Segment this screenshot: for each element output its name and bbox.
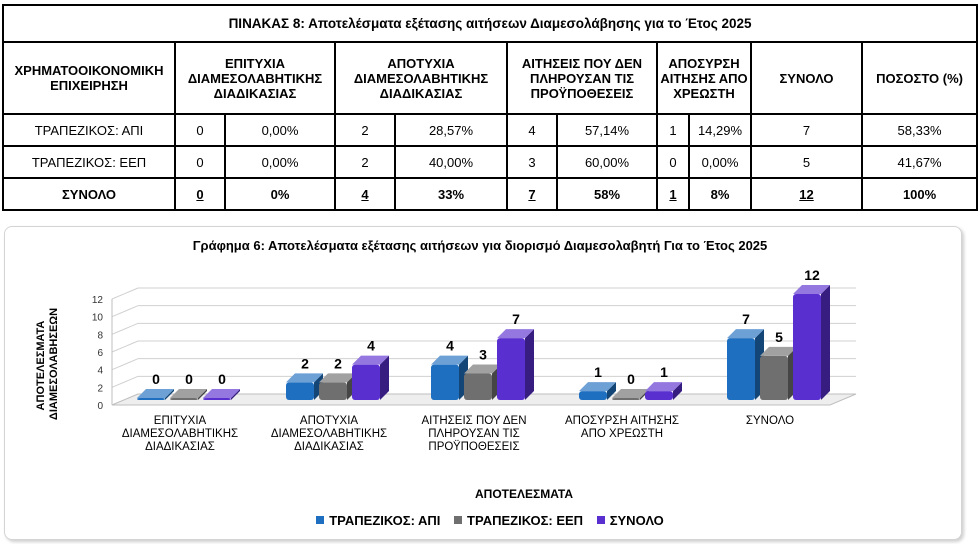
header-ineligible: ΑΙΤΗΣΕΙΣ ΠΟΥ ΔΕΝ ΠΛΗΡΟΥΣΑΝ ΤΙΣ ΠΡΟΫΠΟΘΕΣΕΙΣ bbox=[507, 42, 657, 114]
total-row-name: ΣΥΝΟΛΟ bbox=[3, 178, 175, 210]
gridline-diagonal bbox=[112, 341, 138, 352]
header-total: ΣΥΝΟΛΟ bbox=[751, 42, 862, 114]
x-tick-label-line: ΑΙΤΗΣΕΙΣ ΠΟΥ ΔΕΝ bbox=[421, 415, 527, 427]
bar bbox=[352, 365, 380, 400]
gridline-diagonal bbox=[112, 376, 138, 387]
x-tick-label-line: ΑΠΟΣΥΡΣΗ ΑΙΤΗΣΗΣ bbox=[564, 415, 680, 427]
bar bbox=[727, 338, 755, 400]
y-tick-label: 8 bbox=[97, 330, 103, 342]
bar-value-label: 0 bbox=[152, 371, 160, 387]
bar bbox=[170, 398, 198, 400]
x-tick-label bbox=[746, 415, 794, 427]
header-percent: ΠΟΣΟΣΤΟ (%) bbox=[862, 42, 977, 114]
bar bbox=[464, 374, 492, 401]
total-total: 12 bbox=[751, 178, 862, 210]
bar bbox=[137, 398, 165, 400]
cell-withdrawal-percent: 0,00% bbox=[689, 146, 751, 178]
cell-success-count: 0 bbox=[175, 114, 225, 146]
legend-label-api: ΤΡΑΠΕΖΙΚΟΣ: ΑΠΙ bbox=[329, 512, 441, 528]
total-failure-percent: 33% bbox=[395, 178, 507, 210]
bar bbox=[431, 365, 459, 400]
x-axis-label: ΑΠΟΤΕΛΕΣΜΑΤΑ bbox=[475, 487, 573, 501]
bar bbox=[793, 294, 821, 400]
cell-success-percent: 0,00% bbox=[225, 114, 335, 146]
y-axis-label bbox=[35, 308, 60, 420]
x-tick-label-line: ΠΡΟΫΠΟΘΕΣΕΙΣ bbox=[428, 441, 520, 453]
header-withdrawal: ΑΠΟΣΥΡΣΗ ΑΙΤΗΣΗΣ ΑΠΟ ΧΡΕΩΣΤΗ bbox=[657, 42, 751, 114]
legend-item-total bbox=[597, 513, 664, 528]
cell-withdrawal-count: 1 bbox=[657, 114, 689, 146]
bar bbox=[760, 356, 788, 400]
x-tick-label-line: ΔΙΑΜΕΣΟΛΑΒΗΤΙΚΗΣ bbox=[121, 428, 239, 440]
y-tick-label: 0 bbox=[97, 401, 103, 412]
bar-value-label: 1 bbox=[660, 364, 668, 381]
row-name: ΤΡΑΠΕΖΙΚΟΣ: ΑΠΙ bbox=[3, 114, 175, 146]
row-name: ΤΡΑΠΕΖΙΚΟΣ: ΕΕΠ bbox=[3, 146, 175, 178]
y-tick-label: 6 bbox=[97, 348, 103, 359]
table-title: ΠΙΝΑΚΑΣ 8: Αποτελέσματα εξέτασης αιτήσεων Διαμεσολάβησης για το Έτος 2025 bbox=[3, 5, 977, 42]
legend-swatch-eep bbox=[454, 516, 462, 524]
total-failure-count: 4 bbox=[335, 178, 395, 210]
bar bbox=[579, 391, 607, 400]
x-tick-label bbox=[421, 415, 526, 453]
cell-success-count: 0 bbox=[175, 146, 225, 178]
x-tick-label-line: ΣΥΝΟΛΟ bbox=[745, 415, 795, 427]
total-success-count: 0 bbox=[175, 178, 225, 210]
bar-value-label: 12 bbox=[804, 267, 820, 283]
bar-value-label: 0 bbox=[218, 371, 226, 387]
bar bbox=[612, 398, 640, 400]
cell-percent: 41,67% bbox=[862, 146, 977, 178]
bar-value-label: 0 bbox=[627, 371, 635, 387]
bar-value-label: 2 bbox=[334, 355, 342, 372]
bar-value-label: 4 bbox=[367, 337, 375, 354]
x-tick-label bbox=[271, 415, 387, 453]
cell-withdrawal-percent: 14,29% bbox=[689, 114, 751, 146]
legend-label-total: ΣΥΝΟΛΟ bbox=[609, 512, 664, 528]
x-tick-label-line: ΔΙΑΔΙΚΑΣΙΑΣ bbox=[294, 441, 364, 453]
bar-value-label: 7 bbox=[742, 311, 750, 328]
total-percent: 100% bbox=[862, 178, 977, 210]
x-tick-label-line: ΠΛΗΡΟΥΣΑΝ ΤΙΣ bbox=[428, 428, 520, 440]
bar bbox=[286, 382, 314, 400]
cell-success-percent: 0,00% bbox=[225, 146, 335, 178]
gridline-diagonal bbox=[112, 359, 138, 370]
bar-value-label: 7 bbox=[512, 311, 520, 328]
bar-value-label: 1 bbox=[594, 364, 602, 381]
bar bbox=[497, 338, 525, 400]
cell-failure-count: 2 bbox=[335, 146, 395, 178]
total-withdrawal-percent: 8% bbox=[689, 178, 751, 210]
gridline-diagonal bbox=[112, 323, 138, 334]
cell-percent: 58,33% bbox=[862, 114, 977, 146]
legend-swatch-api bbox=[316, 516, 324, 524]
cell-ineligible-count: 3 bbox=[507, 146, 557, 178]
total-ineligible-count: 7 bbox=[507, 178, 557, 210]
bar-value-label: 2 bbox=[301, 355, 309, 372]
y-axis-label-line2: ΔΙΑΜΕΣΟΛΑΒΗΣΕΩΝ bbox=[48, 307, 60, 421]
legend-item-eep bbox=[454, 513, 583, 528]
cell-failure-percent: 40,00% bbox=[395, 146, 507, 178]
bar-value-label: 4 bbox=[446, 337, 454, 354]
y-tick-label: 10 bbox=[91, 312, 103, 324]
cell-ineligible-percent: 57,14% bbox=[557, 114, 657, 146]
y-tick-label: 4 bbox=[97, 365, 103, 377]
total-ineligible-percent: 58% bbox=[557, 178, 657, 210]
bar bbox=[319, 382, 347, 400]
header-failure: ΑΠΟΤΥΧΙΑ ΔΙΑΜΕΣΟΛΑΒΗΤΙΚΗΣ ΔΙΑΔΙΚΑΣΙΑΣ bbox=[335, 42, 507, 114]
cell-failure-percent: 28,57% bbox=[395, 114, 507, 146]
x-tick-label-line: ΑΠΟ ΧΡΕΩΣΤΗ bbox=[580, 428, 664, 440]
bar bbox=[203, 398, 231, 400]
chart-title: Γράφημα 6: Αποτελέσματα εξέτασης αιτήσεων για διορισμό Διαμεσολαβητή Για το Έτος 2025 bbox=[192, 238, 768, 253]
bar-value-label: 3 bbox=[479, 346, 487, 363]
cell-ineligible-percent: 60,00% bbox=[557, 146, 657, 178]
cell-failure-count: 2 bbox=[335, 114, 395, 146]
bar bbox=[645, 391, 673, 400]
gridline-diagonal bbox=[112, 288, 138, 299]
x-tick-label bbox=[122, 415, 238, 453]
x-tick-label-line: ΑΠΟΤΥΧΙΑ bbox=[299, 415, 359, 427]
cell-ineligible-count: 4 bbox=[507, 114, 557, 146]
bar-side bbox=[821, 285, 830, 400]
total-withdrawal-count: 1 bbox=[657, 178, 689, 210]
chart-legend bbox=[0, 512, 980, 528]
x-tick-label bbox=[565, 415, 679, 440]
bar-value-label: 0 bbox=[185, 371, 193, 387]
bar-side bbox=[525, 329, 534, 400]
x-tick-label-line: ΔΙΑΜΕΣΟΛΑΒΗΤΙΚΗΣ bbox=[270, 428, 388, 440]
y-axis-label-line1: ΑΠΟΤΕΛΕΣΜΑΤΑ bbox=[35, 320, 47, 411]
cell-total: 7 bbox=[751, 114, 862, 146]
cell-total: 5 bbox=[751, 146, 862, 178]
y-tick-label: 12 bbox=[91, 295, 103, 306]
legend-label-eep: ΤΡΑΠΕΖΙΚΟΣ: ΕΕΠ bbox=[467, 512, 584, 528]
cell-withdrawal-count: 0 bbox=[657, 146, 689, 178]
total-success-percent: 0% bbox=[225, 178, 335, 210]
header-company: ΧΡΗΜΑΤΟΟΙΚΟΝΟΜΙΚΗ ΕΠΙΧΕΙΡΗΣΗ bbox=[3, 42, 175, 114]
bar-value-label: 5 bbox=[775, 328, 783, 345]
legend-item-api bbox=[316, 513, 440, 528]
header-success: ΕΠΙΤΥΧΙΑ ΔΙΑΜΕΣΟΛΑΒΗΤΙΚΗΣ ΔΙΑΔΙΚΑΣΙΑΣ bbox=[175, 42, 335, 114]
x-tick-label-line: ΔΙΑΔΙΚΑΣΙΑΣ bbox=[145, 441, 215, 453]
x-tick-label-line: ΕΠΙΤΥΧΙΑ bbox=[153, 415, 207, 427]
legend-swatch-total bbox=[597, 516, 605, 524]
gridline-diagonal bbox=[112, 306, 138, 317]
y-tick-label: 2 bbox=[97, 383, 103, 395]
